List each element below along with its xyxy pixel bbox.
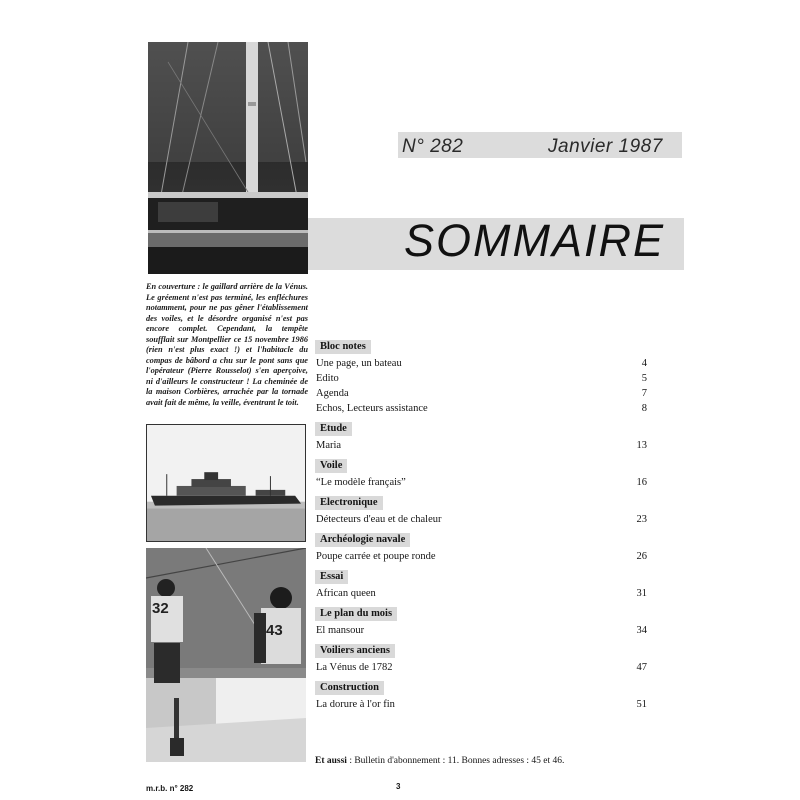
entry-title: Edito (316, 373, 339, 384)
entry-title: Echos, Lecteurs assistance (316, 403, 428, 414)
also-line (315, 756, 564, 766)
entry-title: La dorure à l'or fin (316, 699, 395, 710)
toc-entry[interactable] (315, 697, 655, 712)
entry-title: African queen (316, 588, 376, 599)
toc-section (315, 644, 655, 675)
toc-entry[interactable] (315, 401, 655, 416)
toc-section (315, 681, 655, 712)
toc-section (315, 533, 655, 564)
page-title: SOMMAIRE (404, 215, 666, 266)
sailors-photo (146, 548, 306, 762)
entry-title: Une page, un bateau (316, 358, 402, 369)
entry-page: 26 (636, 551, 647, 562)
entry-title: “Le modèle français” (316, 477, 406, 488)
section-heading: Le plan du mois (315, 607, 397, 621)
entry-title: Agenda (316, 388, 349, 399)
toc-entry[interactable] (315, 371, 655, 386)
entry-page: 23 (636, 514, 647, 525)
toc-entry[interactable] (315, 475, 655, 490)
issue-number: N° 282 (402, 136, 464, 157)
section-heading: Voile (315, 459, 347, 473)
entry-page: 51 (636, 699, 647, 710)
entry-page: 34 (636, 625, 647, 636)
section-heading: Essai (315, 570, 348, 584)
entry-title: La Vénus de 1782 (316, 662, 393, 673)
ship-photo (146, 424, 306, 542)
section-heading: Etude (315, 422, 352, 436)
entry-title: Poupe carrée et poupe ronde (316, 551, 436, 562)
entry-page: 4 (641, 358, 647, 369)
toc-entry[interactable] (315, 438, 655, 453)
entry-page: 5 (641, 373, 647, 384)
entry-title: Détecteurs d'eau et de chaleur (316, 514, 442, 525)
entry-title: El mansour (316, 625, 365, 636)
footer-magazine: m.r.b. n° 282 (146, 784, 194, 793)
section-heading: Bloc notes (315, 340, 371, 354)
toc-entry[interactable] (315, 386, 655, 401)
toc-entry[interactable] (315, 623, 655, 638)
entry-page: 13 (636, 440, 647, 451)
entry-page: 16 (636, 477, 647, 488)
toc-entry[interactable] (315, 512, 655, 527)
entry-page: 7 (641, 388, 647, 399)
section-heading: Construction (315, 681, 384, 695)
toc-section (315, 459, 655, 490)
table-of-contents (315, 340, 655, 712)
toc-section (315, 496, 655, 527)
toc-entry[interactable] (315, 586, 655, 601)
toc-section (315, 570, 655, 601)
cover-photo (148, 42, 308, 274)
toc-entry[interactable] (315, 356, 655, 371)
section-heading: Electronique (315, 496, 383, 510)
toc-section (315, 607, 655, 638)
sailor-number-left: 32 (152, 600, 169, 617)
entry-title: Maria (316, 440, 342, 451)
sailor-number-right: 43 (266, 622, 283, 639)
toc-entry[interactable] (315, 549, 655, 564)
also-text: : Bulletin d'abonnement : 11. Bonnes adresses : 45 et 46. (346, 756, 565, 766)
toc-section (315, 422, 655, 453)
footer-page-number: 3 (396, 782, 401, 791)
issue-date: Janvier 1987 (548, 136, 663, 157)
entry-page: 31 (636, 588, 647, 599)
section-heading: Voiliers anciens (315, 644, 395, 658)
section-heading: Archéologie navale (315, 533, 410, 547)
toc-section (315, 340, 655, 416)
toc-entry[interactable] (315, 660, 655, 675)
entry-page: 8 (641, 403, 647, 414)
entry-page: 47 (636, 662, 647, 673)
also-label: Et aussi (315, 756, 347, 766)
cover-caption: En couverture : le gaillard arrière de la Vénus. Le gréement n'est pas terminé, les enfléchures notamment, pour ne pas gêner l'établissement des voiles, et le désordre organisé n'est pas encore complet. Cependant, la tempête soufflait sur Montpellier ce 15 novembre 1986 (rien n'est plus exact !) et l'habitacle du compas de bâbord a chu sur le pont sans que l'opérateur (Pierre Rousselot) s'en aperçoive, ni d'ailleurs le constructeur ! La cheminée de la maison Corbières, arrachée par la tornade avait fait de même, la veille, éventrant le toit. (146, 282, 308, 407)
